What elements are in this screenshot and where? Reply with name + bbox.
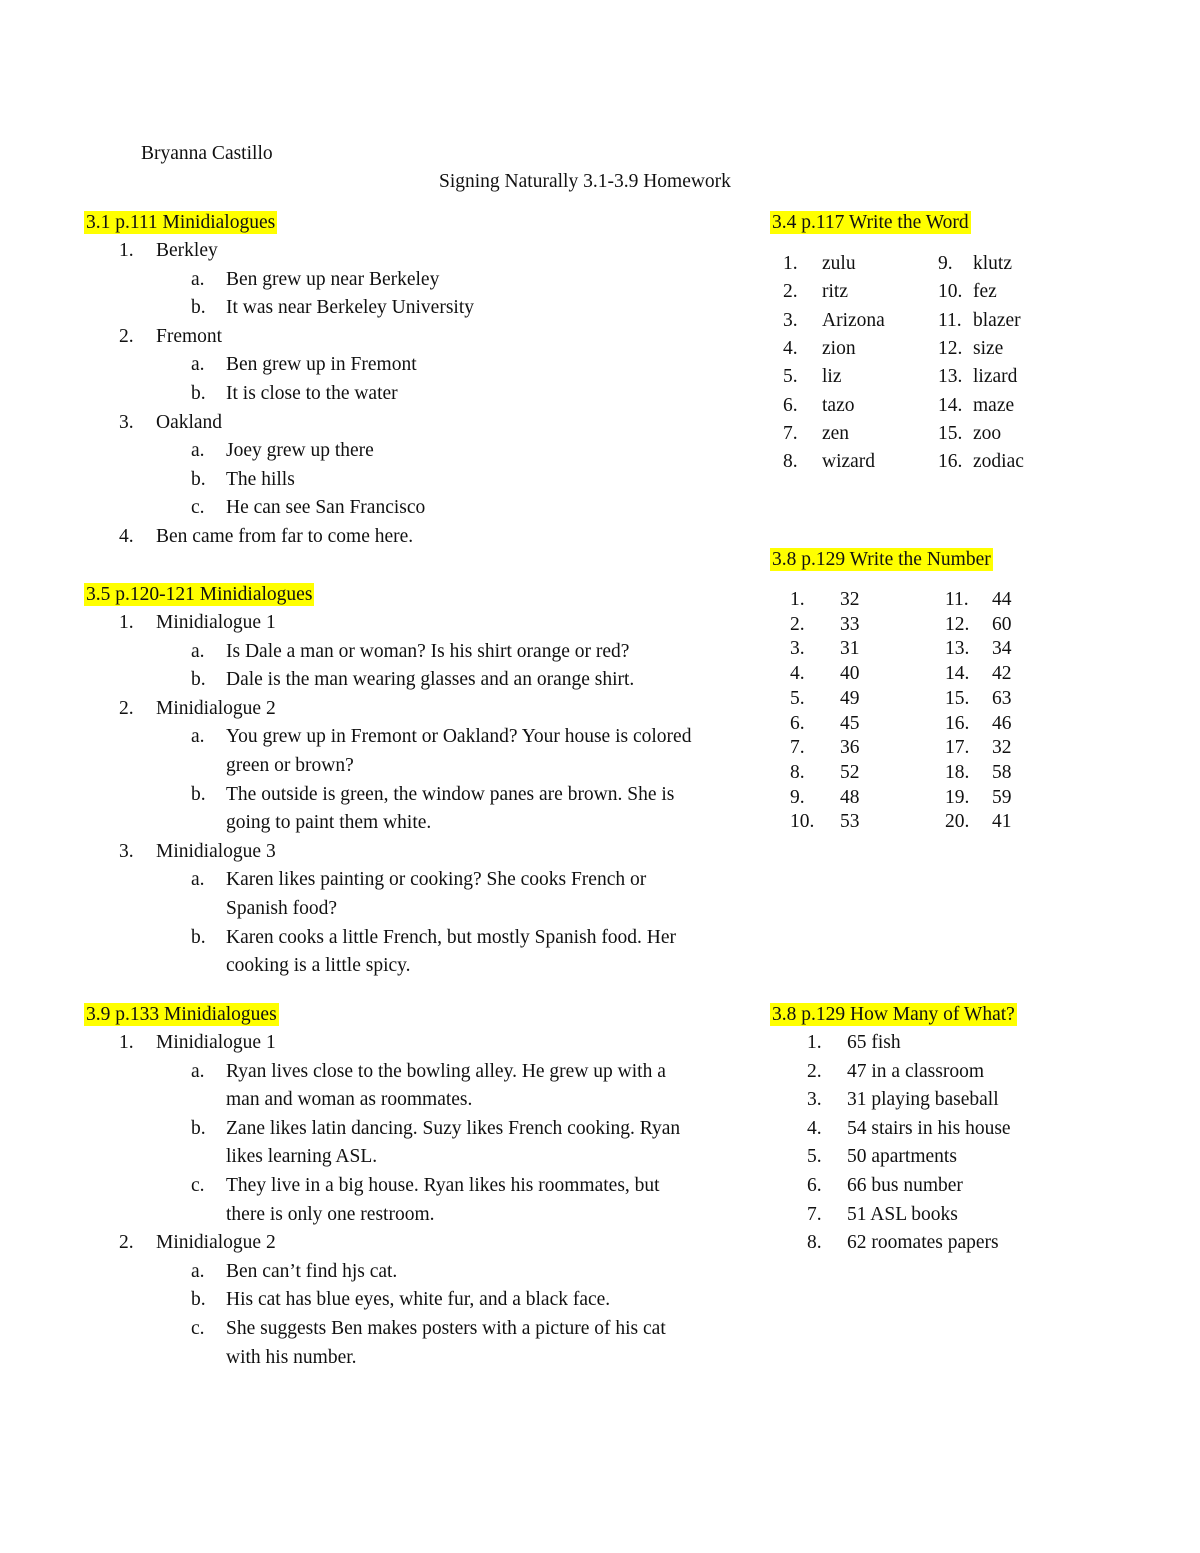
section-3-8-how-many-item-marker: 3. (807, 1089, 822, 1111)
section-3-4-item-text: liz (822, 366, 842, 388)
section-3-9-subitem-marker: a. (191, 1060, 205, 1082)
section-3-4-item-text: zoo (973, 422, 1002, 444)
section-3-8-number-item-text: 63 (992, 687, 1012, 709)
section-3-4-item-text: fez (973, 281, 997, 303)
section-3-8-how-many-item-text: 62 roomates papers (847, 1232, 999, 1254)
section-3-5-heading: 3.5 p.120-121 Minidialogues (86, 584, 313, 605)
section-3-8-how-many-item-marker: 4. (807, 1117, 822, 1139)
section-3-8-number-item-text: 31 (840, 638, 860, 660)
section-3-4-item-marker: 7. (783, 422, 798, 444)
section-3-1-subitem-marker: b. (191, 297, 206, 319)
section-3-1-item-marker: 3. (119, 411, 134, 433)
section-3-8-number-item-text: 32 (840, 589, 860, 610)
section-3-4-item-marker: 1. (783, 253, 798, 274)
section-3-9-subitem-text: there is only one restroom. (226, 1203, 435, 1225)
section-3-8-how-many-item-marker: 2. (807, 1060, 822, 1082)
section-3-4-item-text: wizard (822, 451, 876, 473)
section-3-9-subitem-text: Ryan lives close to the bowling alley. He grew up with a (226, 1060, 666, 1082)
section-3-4-item-text: maze (973, 394, 1015, 416)
section-3-1-subitem-text: It was near Berkeley University (226, 297, 474, 319)
section-3-1-item-marker: 1. (119, 240, 134, 261)
section-3-8-number-heading: 3.8 p.129 Write the Number (772, 549, 991, 570)
section-3-4-item-marker: 3. (783, 309, 798, 331)
section-3-1-subitem-marker: b. (191, 468, 206, 490)
section-3-8-number-item-text: 33 (840, 613, 860, 635)
section-3-9-item-marker: 2. (119, 1232, 134, 1254)
section-3-5-subitem-text: Spanish food? (226, 898, 338, 919)
section-3-8-number-item-text: 42 (992, 663, 1012, 685)
section-3-4-item-text: zion (822, 337, 856, 359)
section-3-4-item-marker: 16. (938, 451, 963, 473)
section-3-8-number-item-marker: 8. (790, 761, 805, 783)
section-3-8-number-item-marker: 7. (790, 737, 805, 759)
section-3-8-number-item-text: 59 (992, 786, 1012, 808)
section-3-5-subitem-marker: b. (191, 783, 206, 805)
section-3-8-how-many-item-text: 54 stairs in his house (847, 1117, 1011, 1139)
section-3-9-item-text: Minidialogue 1 (156, 1032, 276, 1053)
section-3-8-number-item-text: 48 (840, 786, 860, 808)
section-3-5-item-marker: 1. (119, 612, 134, 633)
section-3-8-how-many-item-text: 31 playing baseball (847, 1089, 999, 1111)
section-3-8-number-item-text: 60 (992, 613, 1012, 635)
section-3-1-subitem-text: It is close to the water (226, 383, 398, 404)
section-3-8-number-item-marker: 17. (945, 737, 970, 759)
section-3-5-subitem-text: Is Dale a man or woman? Is his shirt orange or red? (226, 640, 630, 662)
section-3-1-subitem-marker: a. (191, 268, 205, 290)
section-3-5-subitem-text: The outside is green, the window panes are brown. She is (226, 783, 675, 805)
section-3-8-number-item-text: 40 (840, 663, 860, 685)
author-name: Bryanna Castillo (141, 143, 273, 164)
section-3-8-how-many-item-marker: 6. (807, 1175, 822, 1196)
section-3-1-subitem-text: The hills (226, 468, 295, 490)
section-3-5-item-marker: 3. (119, 840, 134, 862)
section-3-8-number-item-text: 44 (992, 589, 1012, 610)
section-3-8-number-item-marker: 5. (790, 687, 805, 709)
section-3-8-how-many-item-marker: 1. (807, 1032, 822, 1053)
section-3-1-subitem-text: Ben grew up near Berkeley (226, 268, 440, 290)
section-3-4-item-marker: 15. (938, 422, 963, 444)
section-3-4-item-marker: 2. (783, 281, 798, 303)
section-3-4-item-marker: 10. (938, 281, 963, 303)
section-3-4-item-text: blazer (973, 309, 1021, 331)
section-3-5-subitem-text: going to paint them white. (226, 812, 432, 834)
section-3-8-number-item-marker: 20. (945, 811, 970, 833)
section-3-1-subitem-marker: b. (191, 383, 206, 404)
section-3-9-subitem-text: Zane likes latin dancing. Suzy likes French cooking. Ryan (226, 1117, 681, 1139)
section-3-9-subitem-marker: c. (191, 1318, 205, 1339)
section-3-8-number-item-marker: 10. (790, 811, 815, 833)
section-3-8-number-item-marker: 3. (790, 638, 805, 660)
section-3-8-number-item-text: 36 (840, 737, 860, 759)
section-3-8-number-item-text: 46 (992, 712, 1012, 734)
section-3-9-heading: 3.9 p.133 Minidialogues (86, 1004, 277, 1025)
section-3-9-subitem-marker: b. (191, 1117, 206, 1139)
section-3-8-number-item-text: 32 (992, 737, 1012, 759)
section-3-1-item-marker: 4. (119, 526, 134, 547)
section-3-1-subitem-marker: a. (191, 440, 205, 462)
section-3-1-subitem-text: Joey grew up there (226, 440, 374, 462)
section-3-4-item-text: tazo (822, 394, 855, 416)
section-3-8-how-many-item-text: 66 bus number (847, 1175, 963, 1196)
section-3-9-subitem-text: They live in a big house. Ryan likes his roommates, but (226, 1175, 660, 1196)
section-3-4-item-text: zodiac (973, 451, 1024, 473)
section-3-4-item-marker: 14. (938, 394, 963, 416)
section-3-8-number-item-marker: 1. (790, 589, 805, 610)
section-3-8-number-item-marker: 9. (790, 786, 805, 808)
section-3-4-item-text: zen (822, 422, 850, 444)
section-3-4-item-text: lizard (973, 366, 1018, 388)
section-3-8-number-item-marker: 2. (790, 613, 805, 635)
section-3-8-number-item-text: 41 (992, 811, 1012, 833)
document-title: Signing Naturally 3.1-3.9 Homework (439, 171, 731, 192)
section-3-5-subitem-text: cooking is a little spicy. (226, 955, 411, 977)
section-3-8-number-item-marker: 4. (790, 663, 805, 685)
section-3-8-how-many-item-marker: 7. (807, 1203, 822, 1225)
section-3-8-number-item-marker: 13. (945, 638, 970, 660)
section-3-9-subitem-text: His cat has blue eyes, white fur, and a black face. (226, 1289, 611, 1311)
section-3-5-subitem-text: Karen likes painting or cooking? She cooks French or (226, 869, 647, 891)
section-3-4-item-marker: 11. (938, 309, 962, 331)
section-3-4-item-marker: 8. (783, 451, 798, 473)
section-3-8-number-item-text: 53 (840, 811, 860, 833)
section-3-8-how-many-item-text: 47 in a classroom (847, 1060, 985, 1082)
section-3-9-item-text: Minidialogue 2 (156, 1232, 276, 1254)
section-3-5-subitem-text: You grew up in Fremont or Oakland? Your house is colored (226, 726, 692, 748)
section-3-8-how-many-item-text: 51 ASL books (847, 1203, 958, 1225)
section-3-8-number-item-text: 34 (992, 638, 1012, 660)
section-3-8-number-item-text: 52 (840, 761, 860, 783)
section-3-4-item-marker: 6. (783, 394, 798, 416)
section-3-1-item-text: Ben came from far to come here. (156, 526, 414, 547)
section-3-8-number-item-marker: 6. (790, 712, 805, 734)
section-3-8-how-many-item-text: 50 apartments (847, 1146, 957, 1168)
section-3-8-how-many-item-marker: 5. (807, 1146, 822, 1168)
section-3-8-number-item-marker: 15. (945, 687, 970, 709)
section-3-4-item-marker: 13. (938, 366, 963, 388)
section-3-5-subitem-text: Dale is the man wearing glasses and an orange shirt. (226, 669, 635, 691)
section-3-8-how-many-item-marker: 8. (807, 1232, 822, 1254)
section-3-5-subitem-marker: b. (191, 926, 206, 948)
section-3-8-number-item-marker: 18. (945, 761, 970, 783)
section-3-1-subitem-text: He can see San Francisco (226, 497, 426, 519)
section-3-8-number-item-marker: 12. (945, 613, 970, 635)
section-3-9-subitem-text: man and woman as roommates. (226, 1089, 473, 1111)
section-3-8-number-item-text: 58 (992, 761, 1012, 783)
section-3-9-subitem-text: Ben can’t find hjs cat. (226, 1260, 398, 1282)
section-3-8-number-item-text: 45 (840, 712, 860, 734)
section-3-1-subitem-text: Ben grew up in Fremont (226, 354, 417, 376)
section-3-9-item-marker: 1. (119, 1032, 134, 1053)
section-3-8-number-item-marker: 14. (945, 663, 970, 685)
section-3-5-item-text: Minidialogue 2 (156, 697, 276, 719)
section-3-9-subitem-marker: c. (191, 1175, 205, 1196)
section-3-8-number-item-marker: 19. (945, 786, 970, 808)
section-3-5-subitem-text: Karen cooks a little French, but mostly Spanish food. Her (226, 926, 677, 948)
section-3-9-subitem-marker: b. (191, 1289, 206, 1311)
section-3-1-item-marker: 2. (119, 325, 134, 347)
section-3-4-item-marker: 5. (783, 366, 798, 388)
section-3-5-subitem-marker: a. (191, 726, 205, 748)
section-3-9-subitem-text: She suggests Ben makes posters with a picture of his cat (226, 1318, 666, 1339)
section-3-5-subitem-marker: a. (191, 640, 205, 662)
section-3-9-subitem-marker: a. (191, 1260, 205, 1282)
section-3-5-subitem-marker: a. (191, 869, 205, 891)
section-3-4-item-text: klutz (973, 253, 1012, 274)
section-3-1-item-text: Berkley (156, 240, 218, 261)
section-3-4-item-text: zulu (822, 253, 856, 274)
section-3-4-heading: 3.4 p.117 Write the Word (772, 212, 969, 233)
section-3-4-item-text: Arizona (822, 309, 885, 331)
section-3-8-number-item-marker: 11. (945, 589, 969, 610)
section-3-8-how-many-heading: 3.8 p.129 How Many of What? (772, 1004, 1015, 1025)
section-3-1-subitem-marker: a. (191, 354, 205, 376)
section-3-1-item-text: Oakland (156, 411, 223, 433)
section-3-9-subitem-text: with his number. (226, 1346, 357, 1368)
section-3-4-item-marker: 9. (938, 253, 953, 274)
section-3-8-how-many-item-text: 65 fish (847, 1032, 901, 1053)
section-3-4-item-marker: 12. (938, 337, 963, 359)
section-3-4-item-text: size (973, 337, 1004, 359)
section-3-1-item-text: Fremont (156, 325, 223, 347)
section-3-5-item-marker: 2. (119, 697, 134, 719)
section-3-1-subitem-marker: c. (191, 497, 205, 519)
section-3-5-item-text: Minidialogue 1 (156, 612, 276, 633)
section-3-4-item-marker: 4. (783, 337, 798, 359)
section-3-8-number-item-marker: 16. (945, 712, 970, 734)
section-3-1-heading: 3.1 p.111 Minidialogues (86, 212, 276, 233)
section-3-5-item-text: Minidialogue 3 (156, 840, 276, 862)
section-3-8-number-item-text: 49 (840, 687, 860, 709)
section-3-5-subitem-text: green or brown? (226, 755, 354, 776)
section-3-9-subitem-text: likes learning ASL. (226, 1146, 378, 1168)
section-3-5-subitem-marker: b. (191, 669, 206, 691)
section-3-4-item-text: ritz (822, 281, 848, 303)
